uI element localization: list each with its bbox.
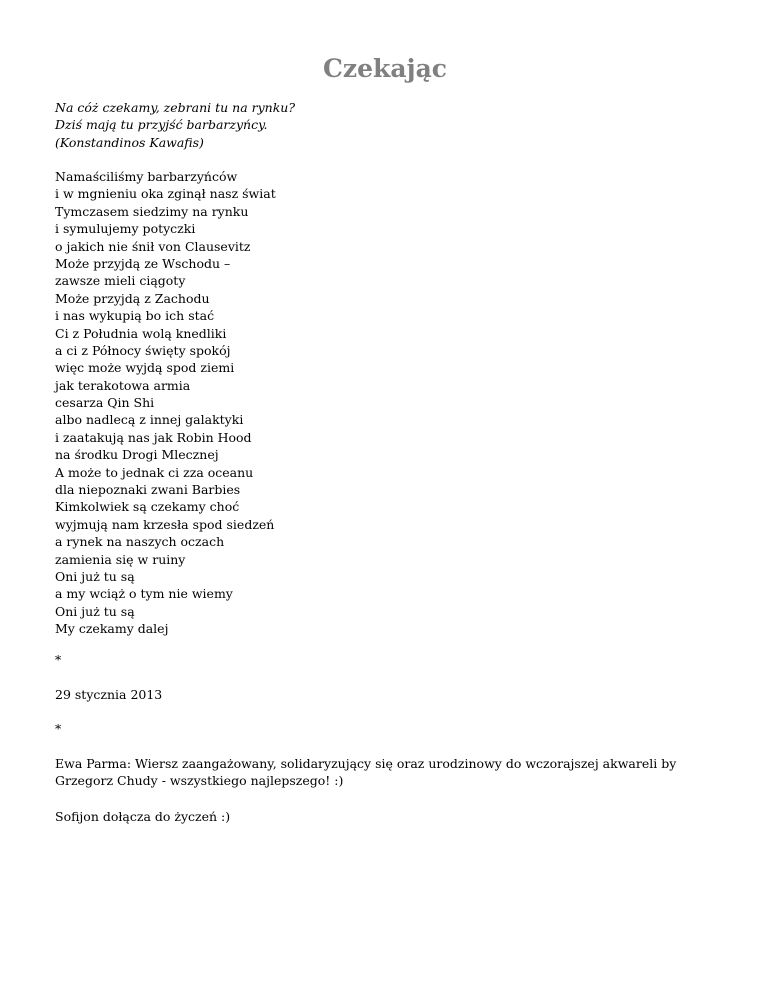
poem-line: a my wciąż o tym nie wiemy: [55, 586, 233, 602]
poem-line: Może przyjdą z Zachodu: [55, 290, 210, 306]
poem-line: cesarza Qin Shi: [55, 395, 155, 411]
poem-line: albo nadlecą z innej galaktyki: [55, 412, 244, 428]
reply-text: Sofijon dołącza do życzeń :): [55, 809, 231, 824]
poem-line: i zaatakują nas jak Robin Hood: [55, 429, 252, 445]
motto-line: Dziś mają tu przyjść barbarzyńcy.: [55, 117, 268, 133]
motto-attribution: (Konstandinos Kawafis): [55, 134, 204, 150]
poem-line: jak terakotowa armia: [55, 377, 191, 393]
poem-line: i symulujemy potyczki: [55, 221, 196, 237]
section-separator: *: [55, 652, 62, 667]
poem-line: więc może wyjdą spod ziemi: [55, 360, 235, 376]
poem-line: Oni już tu są: [55, 568, 135, 584]
poem-line: My czekamy dalej: [55, 621, 169, 637]
motto-block: [55, 99, 295, 151]
poem-line: Ci z Południa wolą knedliki: [55, 325, 227, 341]
poem-date: 29 stycznia 2013: [55, 687, 163, 702]
poem-title: Czekając: [323, 54, 447, 83]
poem-line: a ci z Północy święty spokój: [55, 342, 231, 358]
poem-line: Namaściliśmy barbarzyńców: [55, 169, 238, 184]
poem-line: Tymczasem siedzimy na rynku: [55, 203, 249, 219]
poem-line: a rynek na naszych oczach: [55, 534, 225, 550]
poem-line: A może to jednak ci zza oceanu: [55, 464, 254, 480]
motto-line: Na cóż czekamy, zebrani tu na rynku?: [55, 100, 296, 115]
section-separator: *: [55, 721, 62, 736]
poem-line: Oni już tu są: [55, 603, 135, 619]
comment-text: Ewa Parma: Wiersz zaangażowany, solidaryzujący się oraz urodzinowy do wczorajszej akwareli by Grzegorz Chudy - wszystkiego najlepszego! :): [55, 756, 677, 789]
poem-body: [55, 168, 276, 638]
poem-line: i w mgnieniu oka zginął nasz świat: [55, 186, 276, 202]
poem-line: dla niepoznaki zwani Barbies: [55, 482, 241, 498]
poem-line: i nas wykupią bo ich stać: [55, 308, 215, 324]
poem-line: Może przyjdą ze Wschodu –: [55, 255, 231, 271]
poem-line: o jakich nie śnił von Clausevitz: [55, 238, 251, 254]
poem-line: wyjmują nam krzesła spod siedzeń: [55, 516, 275, 532]
poem-line: Kimkolwiek są czekamy choć: [55, 499, 240, 515]
poem-line: na środku Drogi Mlecznej: [55, 447, 219, 463]
poem-line: zamienia się w ruiny: [55, 551, 186, 567]
poem-line: zawsze mieli ciągoty: [55, 273, 186, 289]
